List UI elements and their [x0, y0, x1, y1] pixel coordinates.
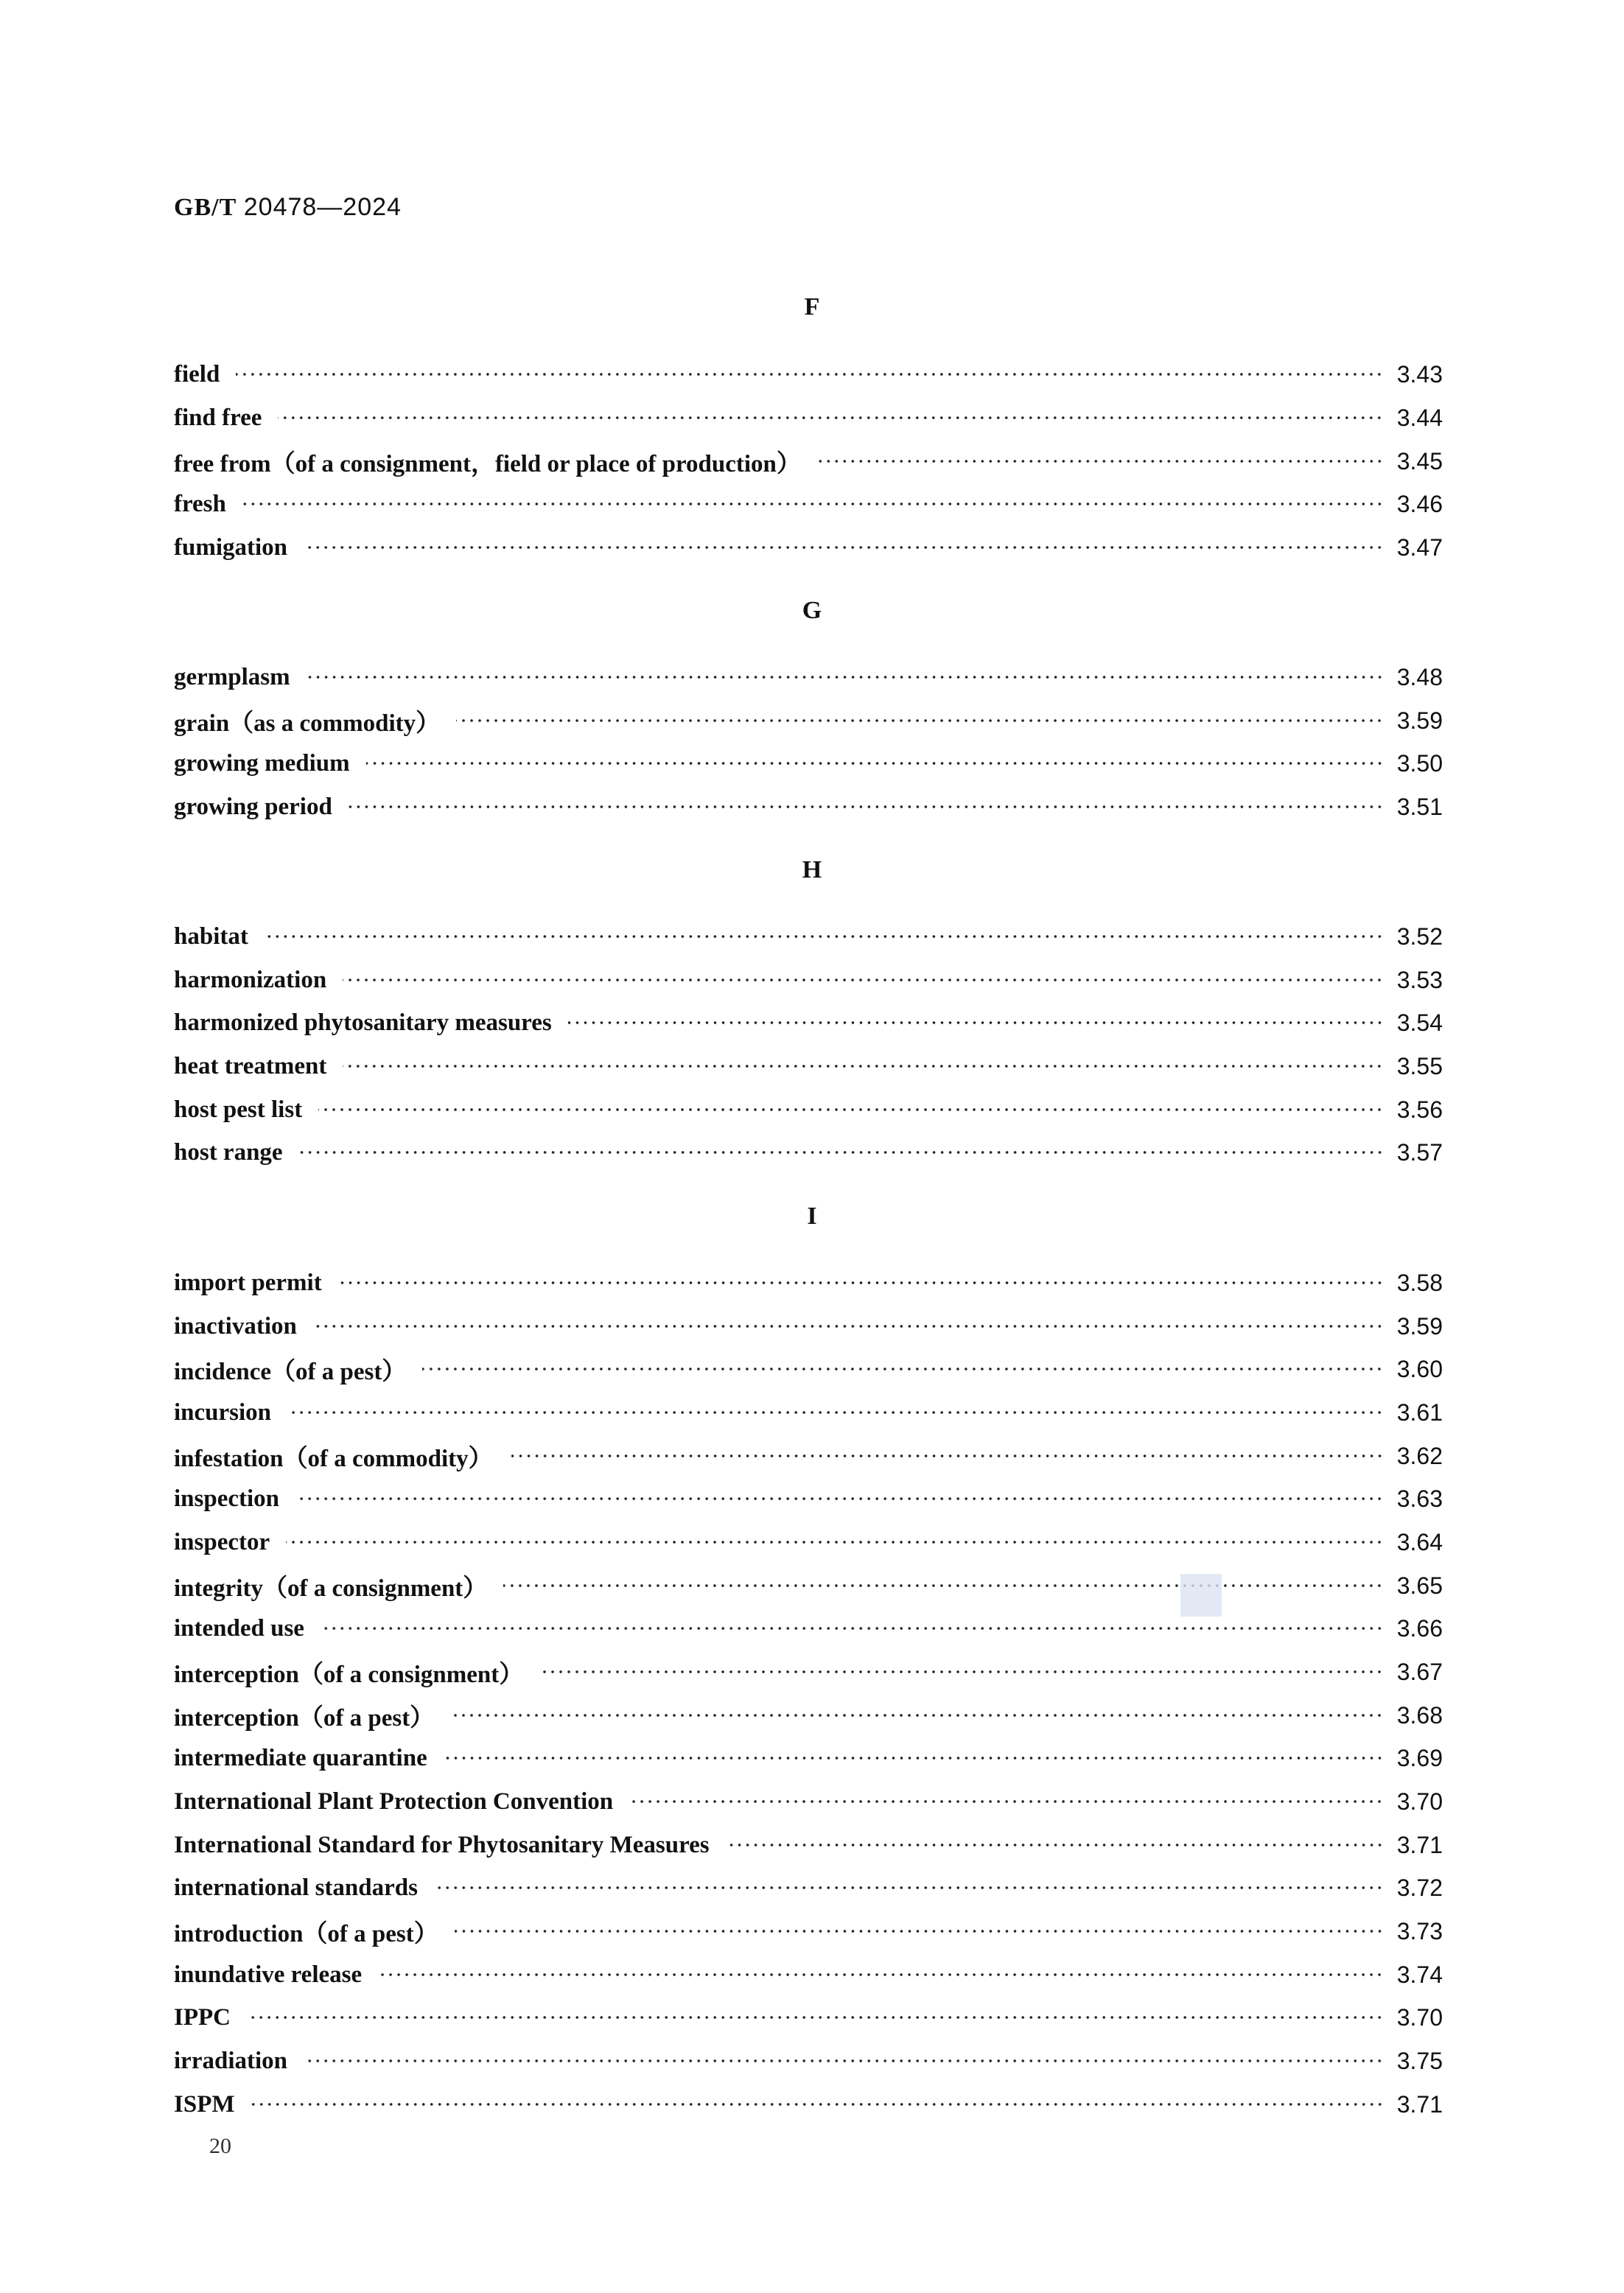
index-term: infestation（of a commodity） — [174, 1445, 493, 1472]
clause-ref: 3.58 — [1396, 1269, 1443, 1296]
clause-ref: 3.56 — [1396, 1096, 1443, 1123]
index-entry — [174, 2087, 1443, 2122]
index-entry — [174, 400, 1443, 435]
index-entry — [174, 1049, 1443, 1084]
clause-ref: 3.53 — [1396, 966, 1443, 993]
index-entry — [174, 1005, 1443, 1040]
dot-leader — [307, 675, 1384, 679]
index-term: international standards — [174, 1874, 418, 1901]
dot-leader — [509, 1454, 1384, 1458]
index-entry — [174, 1784, 1443, 1819]
clause-ref: 3.44 — [1396, 404, 1443, 431]
clause-ref: 3.48 — [1396, 663, 1443, 690]
standard-code: GB/T — [174, 194, 237, 221]
dot-leader — [304, 545, 1384, 550]
clause-ref: 3.52 — [1396, 923, 1443, 950]
clause-ref: 3.69 — [1396, 1744, 1443, 1771]
dot-leader — [247, 2015, 1384, 2020]
standard-number: 20478—2024 — [243, 193, 402, 221]
index-entry — [174, 2000, 1443, 2035]
clause-ref: 3.59 — [1396, 1312, 1443, 1340]
index-term: grain（as a commodity） — [174, 710, 441, 737]
dot-leader — [251, 2102, 1384, 2107]
dot-leader — [321, 1626, 1384, 1631]
index-term: growing medium — [174, 749, 350, 777]
index-term: habitat — [174, 923, 248, 950]
index-term: harmonization — [174, 966, 327, 993]
watermark-stamp — [1180, 1574, 1222, 1617]
index-term: find free — [174, 404, 262, 431]
index-term: inundative release — [174, 1961, 363, 1988]
index-entry — [174, 659, 1443, 695]
index-term: International Standard for Phytosanitary Measures — [174, 1831, 710, 1858]
dot-leader — [503, 1583, 1383, 1588]
dot-leader — [378, 1972, 1384, 1977]
index-entry — [174, 1395, 1443, 1430]
index-entry — [174, 1524, 1443, 1560]
clause-ref: 3.59 — [1396, 707, 1443, 734]
index-entry — [174, 1092, 1443, 1127]
clause-ref: 3.74 — [1396, 1961, 1443, 1988]
index-term: import permit — [174, 1269, 322, 1296]
dot-leader — [299, 1150, 1384, 1155]
index-term: inspector — [174, 1528, 270, 1555]
clause-ref: 3.70 — [1396, 2003, 1443, 2031]
index-term: heat treatment — [174, 1052, 327, 1079]
dot-leader — [295, 1496, 1384, 1501]
dot-leader — [629, 1799, 1384, 1804]
index-entry — [174, 703, 1443, 738]
index-term: ISPM — [174, 2090, 235, 2118]
clause-ref: 3.66 — [1396, 1614, 1443, 1642]
clause-ref: 3.50 — [1396, 749, 1443, 777]
dot-leader — [568, 1021, 1384, 1025]
dot-leader — [444, 1756, 1384, 1760]
index-term: IPPC — [174, 2003, 231, 2031]
dot-leader — [434, 1886, 1384, 1890]
index-entry — [174, 1957, 1443, 1992]
index-entry — [174, 1698, 1443, 1733]
index-term: host pest list — [174, 1096, 303, 1123]
dot-leader — [726, 1843, 1384, 1847]
index-entry — [174, 919, 1443, 954]
index-term: interception（of a pest） — [174, 1704, 435, 1732]
index-term: fresh — [174, 490, 226, 517]
index-term: host range — [174, 1138, 283, 1166]
document-header — [174, 193, 402, 222]
index-entry — [174, 962, 1443, 998]
clause-ref: 3.70 — [1396, 1788, 1443, 1815]
clause-ref: 3.43 — [1396, 360, 1443, 388]
dot-leader — [286, 1540, 1384, 1544]
index-entry — [174, 1827, 1443, 1863]
dot-leader — [456, 718, 1384, 723]
clause-ref: 3.75 — [1396, 2047, 1443, 2074]
index-entry — [174, 486, 1443, 522]
index-term: interception（of a consignment） — [174, 1661, 524, 1688]
dot-leader — [242, 502, 1384, 506]
index-term: intermediate quarantine — [174, 1744, 427, 1771]
clause-ref: 3.46 — [1396, 490, 1443, 517]
index-entry — [174, 530, 1443, 565]
index-entry — [174, 1914, 1443, 1949]
index-entry — [174, 1265, 1443, 1300]
section-letter-h: H — [802, 856, 822, 883]
index-term: inactivation — [174, 1312, 297, 1340]
index-entry — [174, 1309, 1443, 1344]
index-term: incidence（of a pest） — [174, 1358, 407, 1385]
clause-ref: 3.63 — [1396, 1485, 1443, 1512]
clause-ref: 3.71 — [1396, 1831, 1443, 1858]
index-entry — [174, 746, 1443, 781]
index-entry — [174, 1870, 1443, 1905]
clause-ref: 3.68 — [1396, 1701, 1443, 1729]
section-letter-f: F — [804, 293, 820, 321]
index-term: intended use — [174, 1614, 304, 1642]
clause-ref: 3.72 — [1396, 1874, 1443, 1901]
dot-leader — [422, 1367, 1383, 1371]
index-entry — [174, 1654, 1443, 1690]
clause-ref: 3.71 — [1396, 2090, 1443, 2118]
clause-ref: 3.55 — [1396, 1052, 1443, 1079]
dot-leader — [287, 1410, 1384, 1415]
index-term: irradiation — [174, 2047, 287, 2074]
clause-ref: 3.45 — [1396, 447, 1443, 475]
index-term: inspection — [174, 1485, 280, 1512]
index-entry — [174, 1740, 1443, 1776]
index-entry — [174, 2043, 1443, 2079]
clause-ref: 3.57 — [1396, 1138, 1443, 1166]
clause-ref: 3.62 — [1396, 1442, 1443, 1469]
index-term: integrity（of a consignment） — [174, 1575, 488, 1602]
dot-leader — [539, 1670, 1384, 1674]
index-entry — [174, 1135, 1443, 1170]
clause-ref: 3.73 — [1396, 1917, 1443, 1944]
index-term: field — [174, 360, 220, 388]
index-entry — [174, 357, 1443, 392]
index-entry — [174, 444, 1443, 479]
index-entry — [174, 1611, 1443, 1646]
section-letter-g: G — [802, 597, 822, 624]
index-term: fumigation — [174, 533, 288, 561]
index-term: germplasm — [174, 663, 290, 690]
dot-leader — [236, 372, 1383, 377]
dot-leader — [318, 1107, 1384, 1112]
dot-leader — [343, 978, 1384, 982]
clause-ref: 3.64 — [1396, 1528, 1443, 1555]
index-term: free from（of a consignment，field or place of production） — [174, 450, 801, 477]
page-number: 20 — [209, 2134, 231, 2158]
dot-leader — [366, 761, 1384, 766]
index-term: introduction（of a pest） — [174, 1920, 438, 1947]
index-entry — [174, 1438, 1443, 1474]
clause-ref: 3.61 — [1396, 1398, 1443, 1426]
index-entry — [174, 1351, 1443, 1387]
dot-leader — [338, 1281, 1384, 1285]
dot-leader — [455, 1929, 1384, 1933]
clause-ref: 3.54 — [1396, 1009, 1443, 1036]
dot-leader — [817, 459, 1384, 463]
index-term: incursion — [174, 1398, 272, 1426]
section-letter-i: I — [807, 1202, 817, 1230]
dot-leader — [450, 1713, 1384, 1718]
clause-ref: 3.67 — [1396, 1658, 1443, 1685]
clause-ref: 3.65 — [1396, 1572, 1443, 1599]
clause-ref: 3.51 — [1396, 793, 1443, 820]
index-entry — [174, 1481, 1443, 1516]
index-term: International Plant Protection Convention — [174, 1788, 614, 1815]
clause-ref: 3.60 — [1396, 1355, 1443, 1382]
dot-leader — [343, 1064, 1383, 1068]
dot-leader — [313, 1324, 1384, 1328]
dot-leader — [265, 934, 1384, 939]
index-entry — [174, 1568, 1443, 1603]
index-term: growing period — [174, 793, 332, 820]
index-term: harmonized phytosanitary measures — [174, 1009, 552, 1036]
dot-leader — [278, 416, 1383, 420]
dot-leader — [304, 2059, 1384, 2063]
clause-ref: 3.47 — [1396, 533, 1443, 561]
index-entry — [174, 789, 1443, 825]
dot-leader — [349, 805, 1384, 809]
